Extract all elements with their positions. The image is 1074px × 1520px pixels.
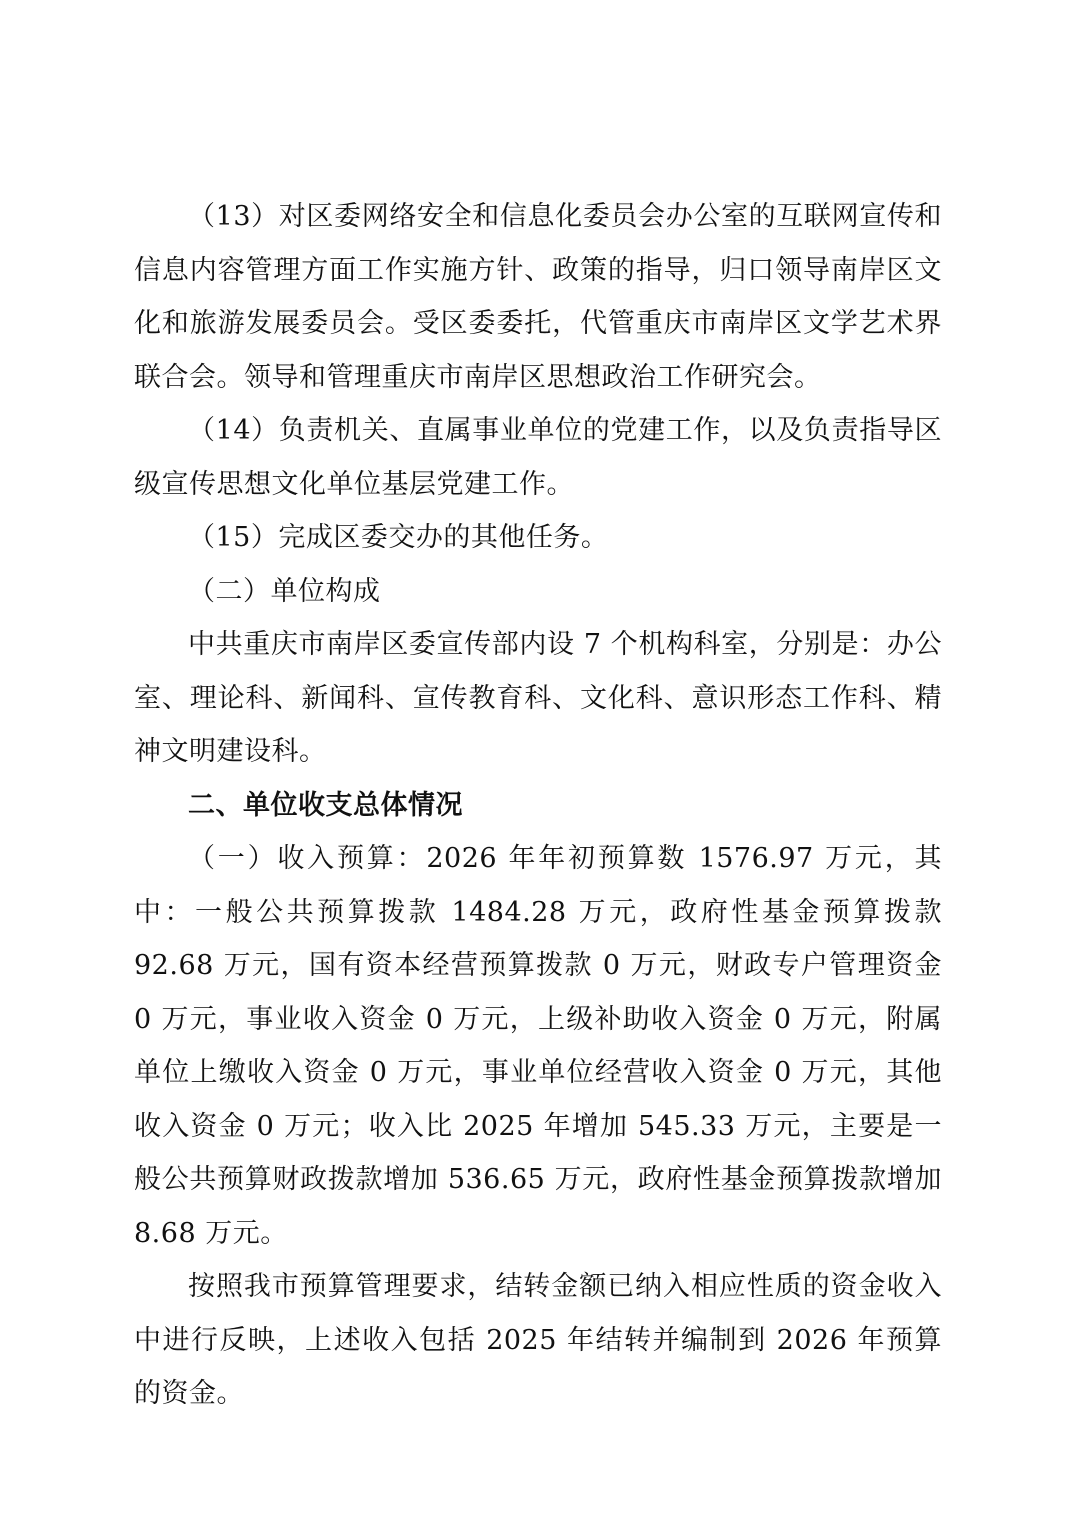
paragraph-item-13: （13）对区委网络安全和信息化委员会办公室的互联网宣传和信息内容管理方面工作实施方针、政策的指导，归口领导南岸区文化和旅游发展委员会。受区委委托，代管重庆市南岸区文学艺术界联合会。领导和管理重庆市南岸区思想政治工作研究会。 — [134, 201, 942, 393]
paragraph-item-15: （15）完成区委交办的其他任务。 — [188, 522, 609, 553]
subheading-unit-composition: （二）单位构成 — [188, 575, 381, 607]
paragraph-carryover-note: 按照我市预算管理要求，结转金额已纳入相应性质的资金收入中进行反映，上述收入包括 2025 年结转并编制到 2026 年预算的资金。 — [134, 1271, 942, 1409]
paragraph-income-budget: （一）收入预算：2026 年年初预算数 1576.97 万元，其中：一般公共预算拨款 1484.28 万元，政府性基金预算拨款 92.68 万元，国有资本经营预算拨款 0 万元，财政专户管理资金 0 万元，事业收入资金 0 万元，上级补助收入资金 0 万元，附属单位上缴收入资金 0 万元，事业单位经营收入资金 0 万元，其他收入资金 0 万元；收入比 2025 年增加 545.33 万元，主要是一般公共预算财政拨款增加 536.65 万元，政府性基金预算拨款增加 8.68 万元。 — [134, 843, 942, 1249]
paragraph-item-14: （14）负责机关、直属事业单位的党建工作，以及负责指导区级宣传思想文化单位基层党建工作。 — [134, 415, 942, 500]
document-page — [134, 190, 942, 1421]
section-heading-income-expenditure: 二、单位收支总体情况 — [188, 789, 463, 821]
paragraph-unit-composition: 中共重庆市南岸区委宣传部内设 7 个机构科室，分别是：办公室、理论科、新闻科、宣传教育科、文化科、意识形态工作科、精神文明建设科。 — [134, 629, 942, 767]
